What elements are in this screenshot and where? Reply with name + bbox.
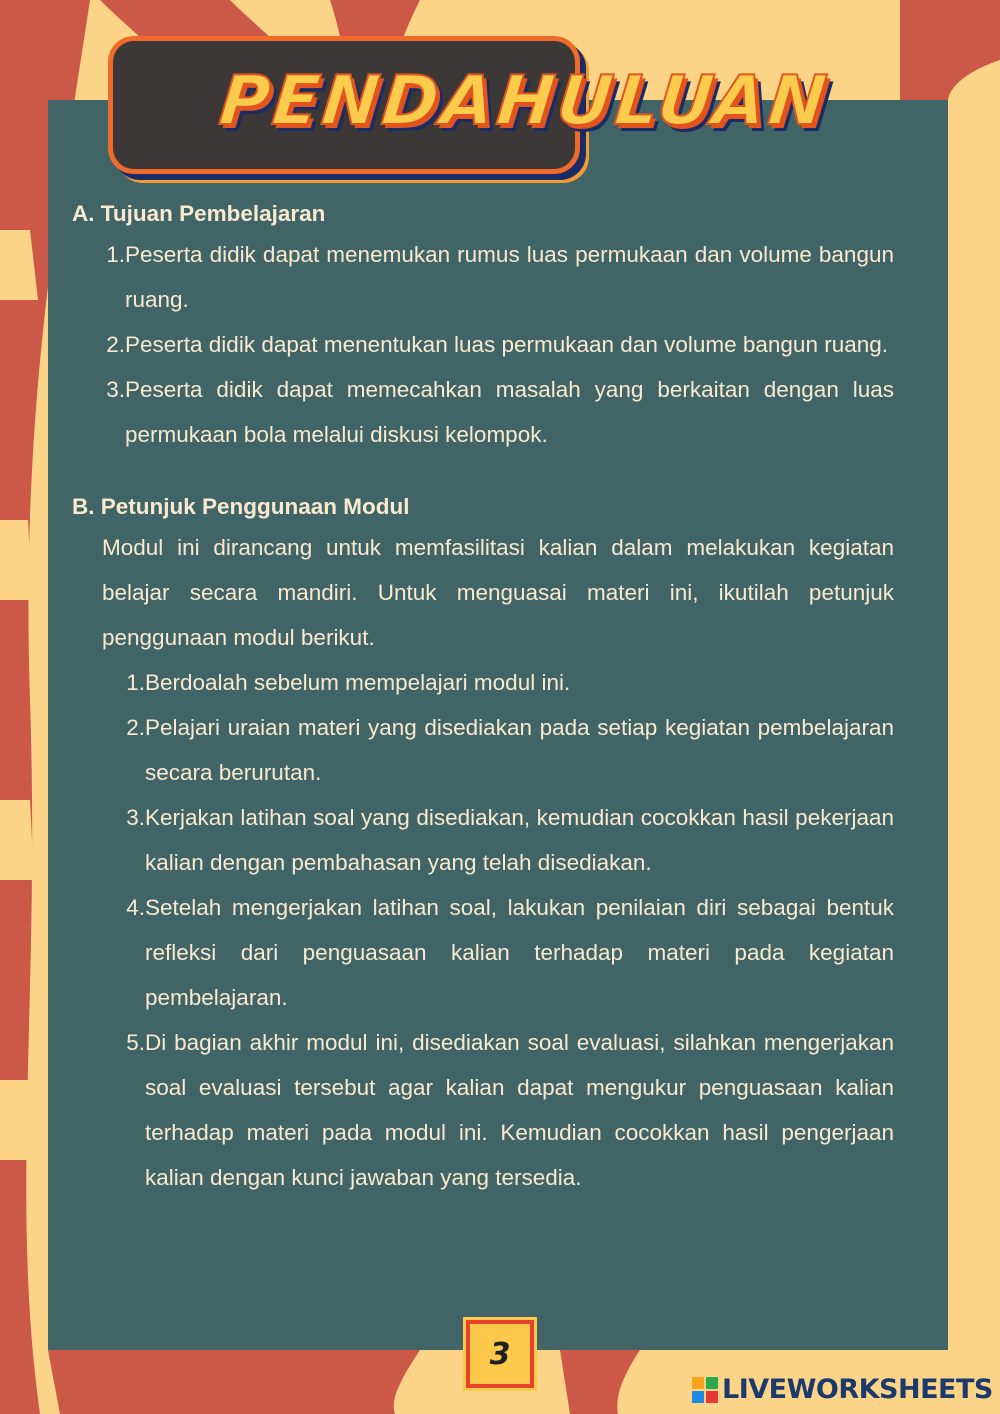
item-number: 1. [126,670,145,695]
item-text: Peserta didik dapat menemukan rumus luas permukaan dan volume bangun ruang. [125,242,894,312]
learning-objectives-list [72,232,894,457]
liveworksheets-logo-icon [692,1377,718,1403]
section-a-heading: A. Tujuan Pembelajaran [72,201,326,226]
item-number: 3. [126,805,145,830]
item-text: Di bagian akhir modul ini, disediakan soal evaluasi, silahkan mengerjakan soal evaluasi tersebut agar kalian dapat mengukur penguasaan kalian terhadap materi pada modul ini. Kemudian cocokkan hasil pengerjaan kalian dengan kunci jawaban yang tersedia. [145,1030,894,1190]
list-item [72,1020,894,1200]
item-number: 3. [106,377,125,402]
module-instructions-list [72,660,894,1200]
list-item [72,795,894,885]
page-title: PENDAHULUAN [215,62,833,141]
page-number: 3 [466,1320,534,1388]
section-b-heading: B. Petunjuk Penggunaan Modul [72,494,410,519]
item-text: Pelajari uraian materi yang disediakan pada setiap kegiatan pembelajaran secara berurutan. [145,715,894,785]
list-item [72,705,894,795]
content [72,196,894,1200]
item-text: Peserta didik dapat menentukan luas permukaan dan volume bangun ruang. [125,332,889,357]
list-item [72,885,894,1020]
item-text: Setelah mengerjakan latihan soal, lakukan penilaian diri sebagai bentuk refleksi dari penguasaan kalian terhadap materi pada kegiatan pembelajaran. [145,895,894,1010]
item-number: 2. [106,332,125,357]
list-item [72,367,894,457]
item-number: 4. [126,895,145,920]
list-item [72,232,894,322]
item-number: 1. [106,242,125,267]
list-item [72,322,894,367]
list-item [72,660,894,705]
item-text: Berdoalah sebelum mempelajari modul ini. [145,670,571,695]
item-number: 2. [126,715,145,740]
item-text: Peserta didik dapat memecahkan masalah yang berkaitan dengan luas permukaan bola melalui diskusi kelompok. [125,377,894,447]
item-number: 5. [126,1030,145,1055]
item-text: Kerjakan latihan soal yang disediakan, kemudian cocokkan hasil pekerjaan kalian dengan pembahasan yang telah disediakan. [145,805,894,875]
liveworksheets-watermark [692,1374,993,1405]
section-b-intro: Modul ini dirancang untuk memfasilitasi kalian dalam melakukan kegiatan belajar secara mandiri. Untuk menguasai materi ini, ikutilah petunjuk penggunaan modul berikut. [102,535,894,650]
watermark-text: LIVEWORKSHEETS [722,1374,993,1405]
